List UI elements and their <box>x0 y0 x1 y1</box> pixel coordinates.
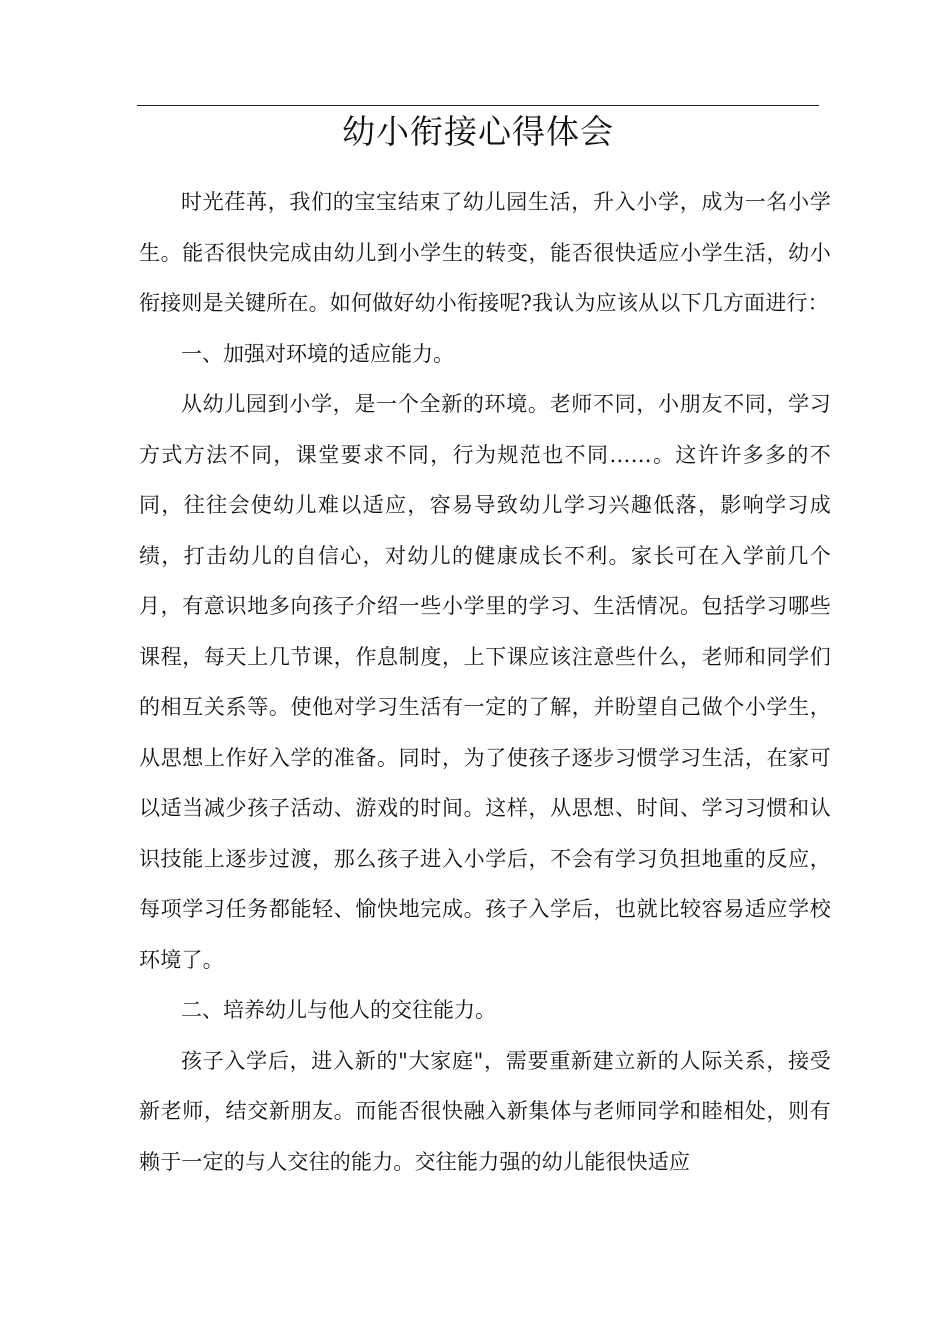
header-rule <box>137 105 819 106</box>
document-body <box>139 177 831 1187</box>
document-title: 幼小衔接心得体会 <box>342 112 614 151</box>
section-1-paragraph: 从幼儿园到小学，是一个全新的环境。老师不同，小朋友不同，学习方式方法不同，课堂要求不同，行为规范也不同……。这许许多多的不同，往往会使幼儿难以适应，容易导致幼儿学习兴趣低落，影响学习成绩，打击幼儿的自信心，对幼儿的健康成长不利。家长可在入学前几个月，有意识地多向孩子介绍一些小学里的学习、生活情况。包括学习哪些课程，每天上几节课，作息制度，上下课应该注意些什么，老师和同学们的相互关系等。使他对学习生活有一定的了解，并盼望自己做个小学生，从思想上作好入学的准备。同时，为了使孩子逐步习惯学习生活，在家可以适当减少孩子活动、游戏的时间。这样，从思想、时间、学习习惯和认识技能上逐步过渡，那么孩子进入小学后，不会有学习负担地重的反应，每项学习任务都能轻、愉快地完成。孩子入学后，也就比较容易适应学校环境了。 <box>139 392 831 972</box>
section-heading-2: 二、培养幼儿与他人的交往能力。 <box>181 998 496 1022</box>
section-heading-1: 一、加强对环境的适应能力。 <box>181 341 454 366</box>
intro-paragraph: 时光荏苒，我们的宝宝结束了幼儿园生活，升入小学，成为一名小学生。能否很快完成由幼儿到小学生的转变，能否很快适应小学生活，幼小衔接则是关键所在。如何做好幼小衔接呢?我认为应该从以下几方面进行： <box>139 190 831 315</box>
section-2-paragraph: 孩子入学后，进入新的"大家庭"，需要重新建立新的人际关系，接受新老师，结交新朋友。而能否很快融入新集体与老师同学和睦相处，则有赖于一定的与人交往的能力。交往能力强的幼儿能很快适应 <box>139 1048 831 1174</box>
